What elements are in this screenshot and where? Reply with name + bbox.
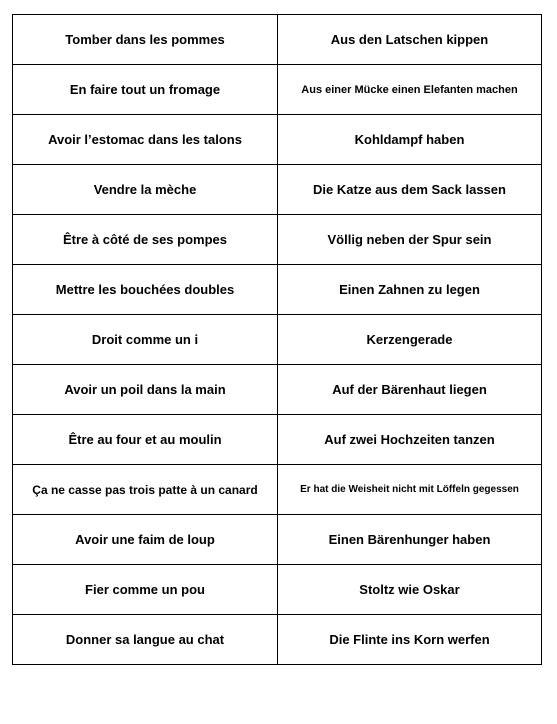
french-idiom-cell: Être à côté de ses pompes <box>13 215 278 265</box>
french-idiom-cell: Donner sa langue au chat <box>13 615 278 665</box>
german-idiom-cell: Aus einer Mücke einen Elefanten machen <box>278 65 542 115</box>
french-idiom-cell: Droit comme un i <box>13 315 278 365</box>
french-idiom-cell: Tomber dans les pommes <box>13 15 278 65</box>
table-row <box>13 215 542 265</box>
table-row <box>13 115 542 165</box>
french-idiom-cell: Mettre les bouchées doubles <box>13 265 278 315</box>
french-idiom-cell: Avoir un poil dans la main <box>13 365 278 415</box>
table-row <box>13 565 542 615</box>
table-row <box>13 365 542 415</box>
table-row <box>13 615 542 665</box>
german-idiom-cell: Aus den Latschen kippen <box>278 15 542 65</box>
table-row <box>13 15 542 65</box>
french-idiom-cell: Vendre la mèche <box>13 165 278 215</box>
french-idiom-cell: Avoir l’estomac dans les talons <box>13 115 278 165</box>
french-idiom-cell: En faire tout un fromage <box>13 65 278 115</box>
german-idiom-cell: Er hat die Weisheit nicht mit Löffeln gegessen <box>278 465 542 515</box>
idiom-table <box>12 14 542 665</box>
french-idiom-cell: Être au four et au moulin <box>13 415 278 465</box>
german-idiom-cell: Einen Zahnen zu legen <box>278 265 542 315</box>
table-row <box>13 165 542 215</box>
table-row <box>13 65 542 115</box>
german-idiom-cell: Stoltz wie Oskar <box>278 565 542 615</box>
german-idiom-cell: Auf der Bärenhaut liegen <box>278 365 542 415</box>
german-idiom-cell: Völlig neben der Spur sein <box>278 215 542 265</box>
german-idiom-cell: Einen Bärenhunger haben <box>278 515 542 565</box>
table-row <box>13 515 542 565</box>
french-idiom-cell: Fier comme un pou <box>13 565 278 615</box>
table-row <box>13 465 542 515</box>
german-idiom-cell: Kohldampf haben <box>278 115 542 165</box>
table-row <box>13 415 542 465</box>
table-row <box>13 265 542 315</box>
german-idiom-cell: Kerzengerade <box>278 315 542 365</box>
french-idiom-cell: Ça ne casse pas trois patte à un canard <box>13 465 278 515</box>
german-idiom-cell: Auf zwei Hochzeiten tanzen <box>278 415 542 465</box>
german-idiom-cell: Die Flinte ins Korn werfen <box>278 615 542 665</box>
table-row <box>13 315 542 365</box>
french-idiom-cell: Avoir une faim de loup <box>13 515 278 565</box>
german-idiom-cell: Die Katze aus dem Sack lassen <box>278 165 542 215</box>
